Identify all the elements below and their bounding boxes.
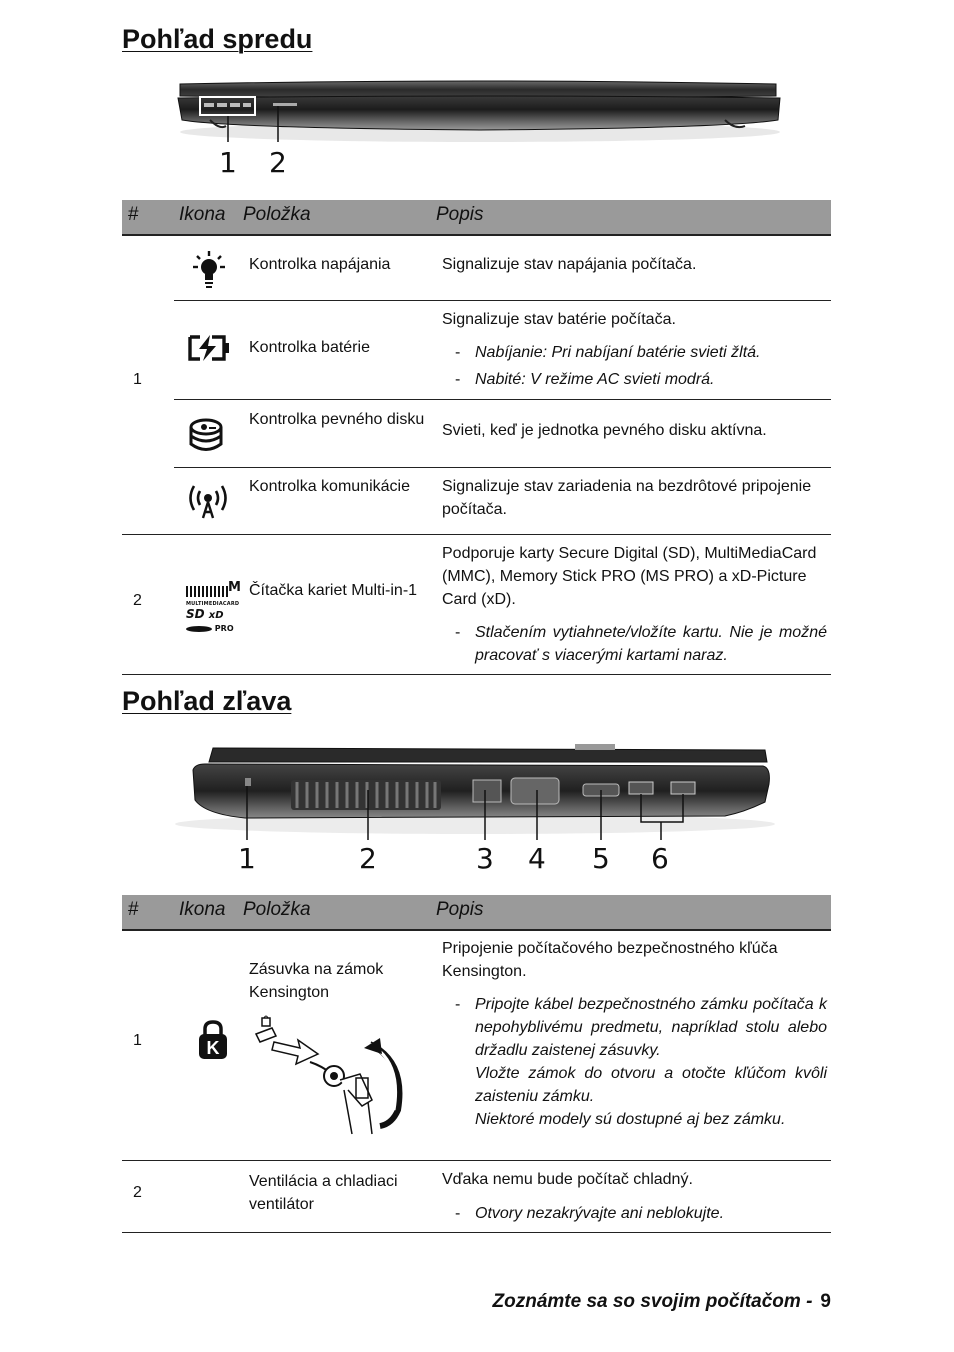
section-title-left: Pohľad zľava <box>122 686 292 716</box>
callout-left-5: 5 <box>592 842 610 875</box>
item-hdd-light: Kontrolka pevného disku <box>249 411 425 428</box>
card-reader-icon: $^M$ MULTIMEDIACARD SD xD PRO <box>186 580 241 633</box>
header-item: Položka <box>243 899 311 920</box>
svg-text:K: K <box>206 1038 220 1058</box>
row-number-1: 1 <box>133 371 142 388</box>
header-desc: Popis <box>436 204 484 225</box>
item-power-light: Kontrolka napájania <box>249 256 391 273</box>
bullet-kensington: - Pripojte kábel bezpečnostného zámku počítača k nepohyblivému predmetu, napríklad stolu alebo držadlu zaistenej zásuvky. Vložte zámok do otvoru a otočte kľúčom kvôli zaisteniu zámku. Niektoré modely sú dostupné aj bez zámku. <box>455 996 827 1128</box>
kensington-lock-diagram <box>252 1014 412 1136</box>
power-light-icon <box>189 250 229 290</box>
wireless-icon <box>186 482 230 520</box>
item-ventilation: Ventilácia a chladiaci ventilátor <box>249 1173 398 1213</box>
desc-ventilation: Vďaka nemu bude počítač chladný. <box>442 1171 693 1188</box>
header-item: Položka <box>243 204 311 225</box>
desc-kensington: Pripojenie počítačového bezpečnostného kľúča Kensington. <box>442 940 778 980</box>
bullet-battery-charging: - Nabíjanie: Pri nabíjaní batérie svieti žltá. <box>455 344 761 361</box>
desc-communication-light: Signalizuje stav zariadenia na bezdrôtové pripojenie počítača. <box>442 478 812 518</box>
item-battery-light: Kontrolka batérie <box>249 339 370 356</box>
header-num: # <box>128 899 139 920</box>
callout-left-2: 2 <box>359 842 377 875</box>
header-desc: Popis <box>436 899 484 920</box>
item-card-reader: Čítačka kariet Multi-in-1 <box>249 582 418 599</box>
desc-hdd-light: Svieti, keď je jednotka pevného disku aktívna. <box>442 422 767 439</box>
battery-icon <box>186 333 232 363</box>
callout-left-6: 6 <box>651 842 669 875</box>
laptop-left-illustration <box>165 740 785 852</box>
section-title-front: Pohľad spredu <box>122 24 313 54</box>
page-number: 9 <box>820 1291 831 1312</box>
hdd-icon <box>188 417 224 455</box>
callout-front-2: 2 <box>269 146 287 179</box>
kensington-icon <box>196 1019 230 1061</box>
header-num: # <box>128 204 139 225</box>
row-number-2: 2 <box>133 1184 142 1201</box>
page-footer <box>493 1291 832 1313</box>
item-communication-light: Kontrolka komunikácie <box>249 478 410 495</box>
row-number-1: 1 <box>133 1032 142 1049</box>
row-number-2: 2 <box>133 592 142 609</box>
table-header-front <box>122 200 831 236</box>
callout-left-4: 4 <box>528 842 546 875</box>
table-header-left <box>122 895 831 931</box>
bullet-battery-charged: - Nabité: V režime AC svieti modrá. <box>455 371 715 388</box>
callout-front-1: 1 <box>219 146 237 179</box>
bullet-card-reader: - Stlačením vytiahnete/vložíte kartu. Nie je možné pracovať s viacerými kartami naraz. <box>455 624 827 664</box>
header-icon: Ikona <box>179 899 226 920</box>
desc-card-reader: Podporuje karty Secure Digital (SD), MultiMediaCard (MMC), Memory Stick PRO (MS PRO) a xD-Picture Card (xD). <box>442 545 817 608</box>
desc-battery-light: Signalizuje stav batérie počítača. <box>442 311 676 328</box>
desc-power-light: Signalizuje stav napájania počítača. <box>442 256 697 273</box>
header-icon: Ikona <box>179 204 226 225</box>
item-kensington: Zásuvka na zámok Kensington <box>249 961 384 1001</box>
footer-text: Zoznámte sa so svojim počítačom - <box>492 1291 813 1312</box>
bullet-ventilation: - Otvory nezakrývajte ani neblokujte. <box>455 1205 725 1222</box>
laptop-front-illustration <box>170 76 790 186</box>
callout-left-3: 3 <box>476 842 494 875</box>
callout-left-1: 1 <box>238 842 256 875</box>
